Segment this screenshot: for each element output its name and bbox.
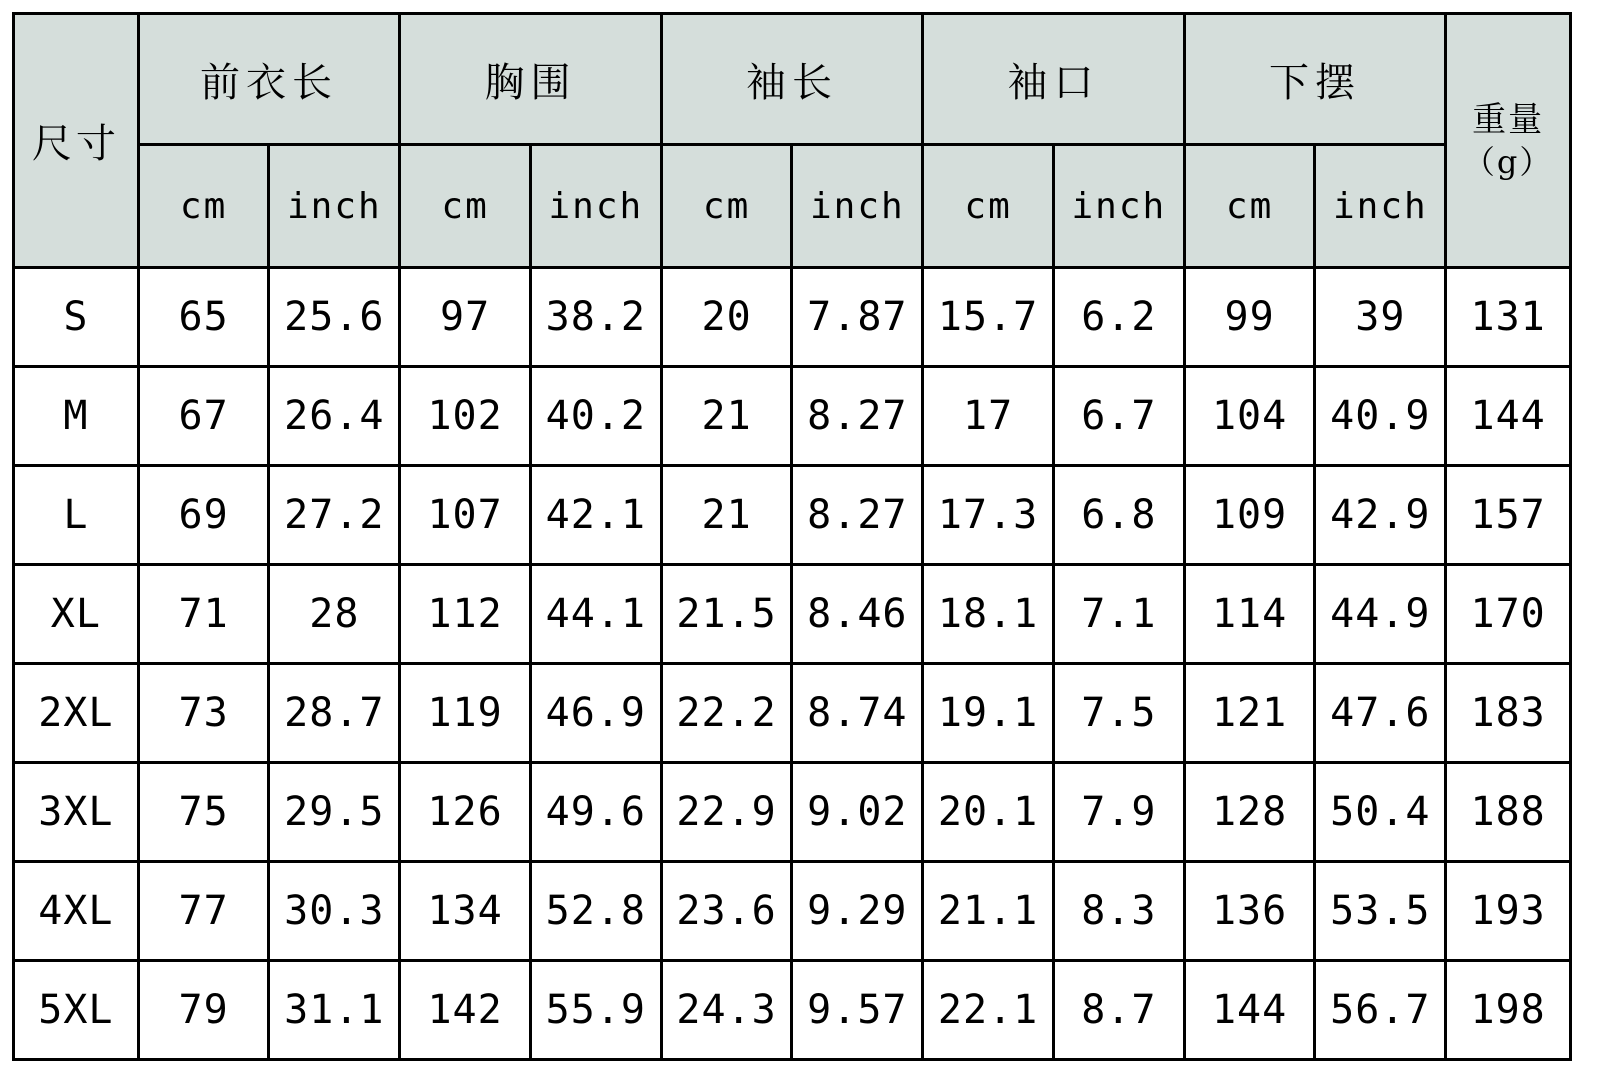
header-group-front-length: 前衣长: [138, 14, 400, 145]
table-row: [14, 862, 1571, 961]
cell-sleeve-length-inch: 9.29: [792, 862, 923, 961]
cell-cuff-inch: 7.9: [1053, 763, 1184, 862]
header-size-label: 尺寸: [14, 14, 139, 268]
cell-sleeve-length-cm: 22.2: [661, 664, 792, 763]
header-unit-cuff-cm: cm: [923, 145, 1054, 268]
cell-hem-inch: 42.9: [1315, 466, 1446, 565]
cell-weight: 198: [1446, 961, 1571, 1060]
cell-sleeve-length-cm: 21: [661, 466, 792, 565]
cell-front-length-cm: 71: [138, 565, 269, 664]
cell-front-length-cm: 69: [138, 466, 269, 565]
cell-cuff-inch: 7.1: [1053, 565, 1184, 664]
row-size: 4XL: [14, 862, 139, 961]
cell-front-length-cm: 77: [138, 862, 269, 961]
cell-hem-cm: 99: [1184, 268, 1315, 367]
size-chart-page: [0, 12, 1622, 1084]
cell-chest-inch: 42.1: [530, 466, 661, 565]
cell-chest-inch: 46.9: [530, 664, 661, 763]
cell-cuff-cm: 20.1: [923, 763, 1054, 862]
header-weight-line1: 重量: [1472, 100, 1545, 141]
cell-weight: 188: [1446, 763, 1571, 862]
header-group-chest: 胸围: [400, 14, 662, 145]
cell-hem-cm: 104: [1184, 367, 1315, 466]
cell-front-length-inch: 29.5: [269, 763, 400, 862]
cell-chest-cm: 119: [400, 664, 531, 763]
row-size: 2XL: [14, 664, 139, 763]
cell-sleeve-length-cm: 21.5: [661, 565, 792, 664]
cell-hem-cm: 109: [1184, 466, 1315, 565]
cell-chest-cm: 134: [400, 862, 531, 961]
header-unit-sleeve-length-inch: inch: [792, 145, 923, 268]
cell-sleeve-length-inch: 8.27: [792, 466, 923, 565]
cell-hem-inch: 39: [1315, 268, 1446, 367]
cell-front-length-cm: 79: [138, 961, 269, 1060]
cell-weight: 193: [1446, 862, 1571, 961]
cell-hem-inch: 40.9: [1315, 367, 1446, 466]
cell-hem-cm: 128: [1184, 763, 1315, 862]
cell-chest-inch: 40.2: [530, 367, 661, 466]
cell-front-length-inch: 31.1: [269, 961, 400, 1060]
row-size: L: [14, 466, 139, 565]
cell-weight: 157: [1446, 466, 1571, 565]
header-group-sleeve-length: 袖长: [661, 14, 923, 145]
table-row: [14, 961, 1571, 1060]
size-chart-table: [12, 12, 1572, 1061]
header-group-cuff: 袖口: [923, 14, 1185, 145]
table-row: [14, 466, 1571, 565]
cell-sleeve-length-cm: 21: [661, 367, 792, 466]
cell-hem-inch: 47.6: [1315, 664, 1446, 763]
header-unit-hem-inch: inch: [1315, 145, 1446, 268]
cell-front-length-cm: 67: [138, 367, 269, 466]
table-row: [14, 565, 1571, 664]
header-row-groups: [14, 14, 1571, 145]
cell-chest-inch: 38.2: [530, 268, 661, 367]
cell-chest-inch: 44.1: [530, 565, 661, 664]
cell-sleeve-length-cm: 20: [661, 268, 792, 367]
cell-weight: 144: [1446, 367, 1571, 466]
cell-chest-cm: 97: [400, 268, 531, 367]
table-row: [14, 664, 1571, 763]
cell-hem-cm: 114: [1184, 565, 1315, 664]
row-size: M: [14, 367, 139, 466]
cell-chest-inch: 52.8: [530, 862, 661, 961]
cell-chest-cm: 126: [400, 763, 531, 862]
table-row: [14, 367, 1571, 466]
cell-sleeve-length-inch: 9.02: [792, 763, 923, 862]
header-unit-chest-cm: cm: [400, 145, 531, 268]
cell-cuff-cm: 22.1: [923, 961, 1054, 1060]
cell-cuff-inch: 8.7: [1053, 961, 1184, 1060]
cell-front-length-cm: 73: [138, 664, 269, 763]
cell-weight: 170: [1446, 565, 1571, 664]
cell-sleeve-length-inch: 8.74: [792, 664, 923, 763]
header-unit-chest-inch: inch: [530, 145, 661, 268]
cell-chest-cm: 102: [400, 367, 531, 466]
header-unit-cuff-inch: inch: [1053, 145, 1184, 268]
cell-cuff-cm: 18.1: [923, 565, 1054, 664]
table-body: [14, 268, 1571, 1060]
cell-sleeve-length-cm: 24.3: [661, 961, 792, 1060]
row-size: 5XL: [14, 961, 139, 1060]
cell-front-length-inch: 28.7: [269, 664, 400, 763]
cell-sleeve-length-cm: 22.9: [661, 763, 792, 862]
cell-chest-cm: 107: [400, 466, 531, 565]
table-row: [14, 268, 1571, 367]
cell-front-length-cm: 75: [138, 763, 269, 862]
header-weight-line2: （g）: [1462, 142, 1554, 181]
cell-cuff-inch: 6.2: [1053, 268, 1184, 367]
cell-front-length-inch: 30.3: [269, 862, 400, 961]
cell-chest-inch: 55.9: [530, 961, 661, 1060]
cell-front-length-inch: 28: [269, 565, 400, 664]
header-unit-sleeve-length-cm: cm: [661, 145, 792, 268]
cell-chest-cm: 142: [400, 961, 531, 1060]
cell-sleeve-length-inch: 8.46: [792, 565, 923, 664]
cell-sleeve-length-inch: 9.57: [792, 961, 923, 1060]
cell-cuff-cm: 21.1: [923, 862, 1054, 961]
header-unit-front-length-cm: cm: [138, 145, 269, 268]
cell-front-length-inch: 27.2: [269, 466, 400, 565]
cell-front-length-inch: 25.6: [269, 268, 400, 367]
cell-sleeve-length-cm: 23.6: [661, 862, 792, 961]
cell-weight: 183: [1446, 664, 1571, 763]
cell-hem-cm: 136: [1184, 862, 1315, 961]
cell-hem-cm: 144: [1184, 961, 1315, 1060]
header-row-units: [14, 145, 1571, 268]
row-size: S: [14, 268, 139, 367]
cell-weight: 131: [1446, 268, 1571, 367]
cell-cuff-cm: 17: [923, 367, 1054, 466]
cell-chest-inch: 49.6: [530, 763, 661, 862]
cell-hem-cm: 121: [1184, 664, 1315, 763]
cell-front-length-cm: 65: [138, 268, 269, 367]
cell-sleeve-length-inch: 8.27: [792, 367, 923, 466]
row-size: XL: [14, 565, 139, 664]
cell-cuff-inch: 7.5: [1053, 664, 1184, 763]
cell-front-length-inch: 26.4: [269, 367, 400, 466]
table-header: [14, 14, 1571, 268]
header-unit-hem-cm: cm: [1184, 145, 1315, 268]
cell-cuff-inch: 6.8: [1053, 466, 1184, 565]
cell-hem-inch: 50.4: [1315, 763, 1446, 862]
cell-sleeve-length-inch: 7.87: [792, 268, 923, 367]
cell-cuff-cm: 17.3: [923, 466, 1054, 565]
row-size: 3XL: [14, 763, 139, 862]
header-weight: [1446, 14, 1571, 268]
table-row: [14, 763, 1571, 862]
cell-cuff-cm: 15.7: [923, 268, 1054, 367]
cell-cuff-cm: 19.1: [923, 664, 1054, 763]
cell-hem-inch: 44.9: [1315, 565, 1446, 664]
cell-hem-inch: 53.5: [1315, 862, 1446, 961]
cell-hem-inch: 56.7: [1315, 961, 1446, 1060]
header-unit-front-length-inch: inch: [269, 145, 400, 268]
cell-cuff-inch: 6.7: [1053, 367, 1184, 466]
cell-cuff-inch: 8.3: [1053, 862, 1184, 961]
header-group-hem: 下摆: [1184, 14, 1446, 145]
cell-chest-cm: 112: [400, 565, 531, 664]
